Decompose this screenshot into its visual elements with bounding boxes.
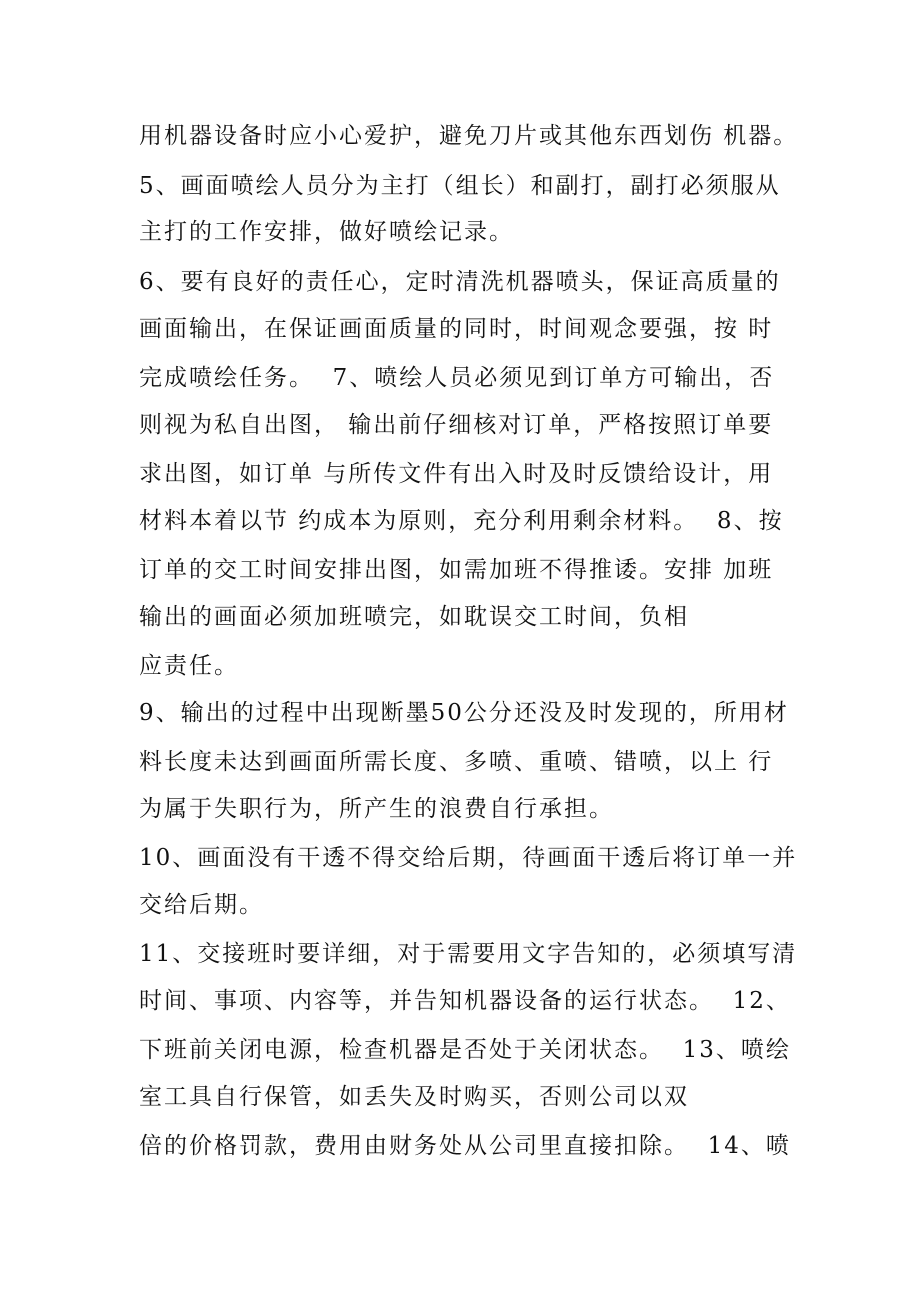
text-line-3: 主打的工作安排，做好喷绘记录。 — [139, 219, 514, 245]
text-line-10: 订单的交工时间安排出图，如需加班不得推诿。安排 加班 — [139, 557, 774, 583]
text-line-5: 画面输出，在保证画面质量的同时，时间观念要强，按 时 — [139, 316, 774, 342]
text-line-20: 下班前关闭电源，检查机器是否处于关闭状态。 13、喷绘 — [139, 1037, 791, 1063]
text-line-16: 10、画面没有干透不得交给后期，待画面干透后将订单一并 — [139, 845, 798, 871]
text-line-6: 完成喷绘任务。 7、喷绘人员必须见到订单方可输出，否 — [139, 365, 775, 391]
text-line-18: 11、交接班时要详细，对于需要用文字告知的，必须填写清 — [139, 941, 798, 967]
text-line-11: 输出的画面必须加班喷完，如耽误交工时间，负相 — [139, 604, 689, 630]
text-line-17: 交给后期。 — [139, 892, 264, 918]
text-line-19: 时间、事项、内容等，并告知机器设备的运行状态。 12、 — [139, 988, 791, 1014]
text-line-4: 6、要有良好的责任心，定时清洗机器喷头，保证高质量的 — [139, 269, 781, 295]
text-line-2: 5、画面喷绘人员分为主打（组长）和副打，副打必须服从 — [139, 173, 781, 199]
text-line-7: 则视为私自出图， 输出前仔细核对订单，严格按照订单要 — [139, 412, 774, 438]
text-line-15: 为属于失职行为，所产生的浪费自行承担。 — [139, 796, 614, 822]
text-line-21: 室工具自行保管，如丢失及时购买，否则公司以双 — [139, 1084, 689, 1110]
text-line-8: 求出图，如订单 与所传文件有出入时及时反馈给设计，用 — [139, 461, 774, 487]
text-line-9: 材料本着以节 约成本为原则，充分利用剩余材料。 8、按 — [139, 508, 784, 534]
text-line-22: 倍的价格罚款，费用由财务处从公司里直接扣除。 14、喷 — [139, 1133, 791, 1159]
text-line-12: 应责任。 — [139, 653, 239, 679]
text-line-13: 9、输出的过程中出现断墨50公分还没及时发现的，所用材 — [139, 700, 789, 726]
text-line-14: 料长度未达到画面所需长度、多喷、重喷、错喷，以上 行 — [139, 749, 774, 775]
text-line-1: 用机器设备时应小心爱护，避免刀片或其他东西划伤 机器。 — [139, 123, 799, 149]
